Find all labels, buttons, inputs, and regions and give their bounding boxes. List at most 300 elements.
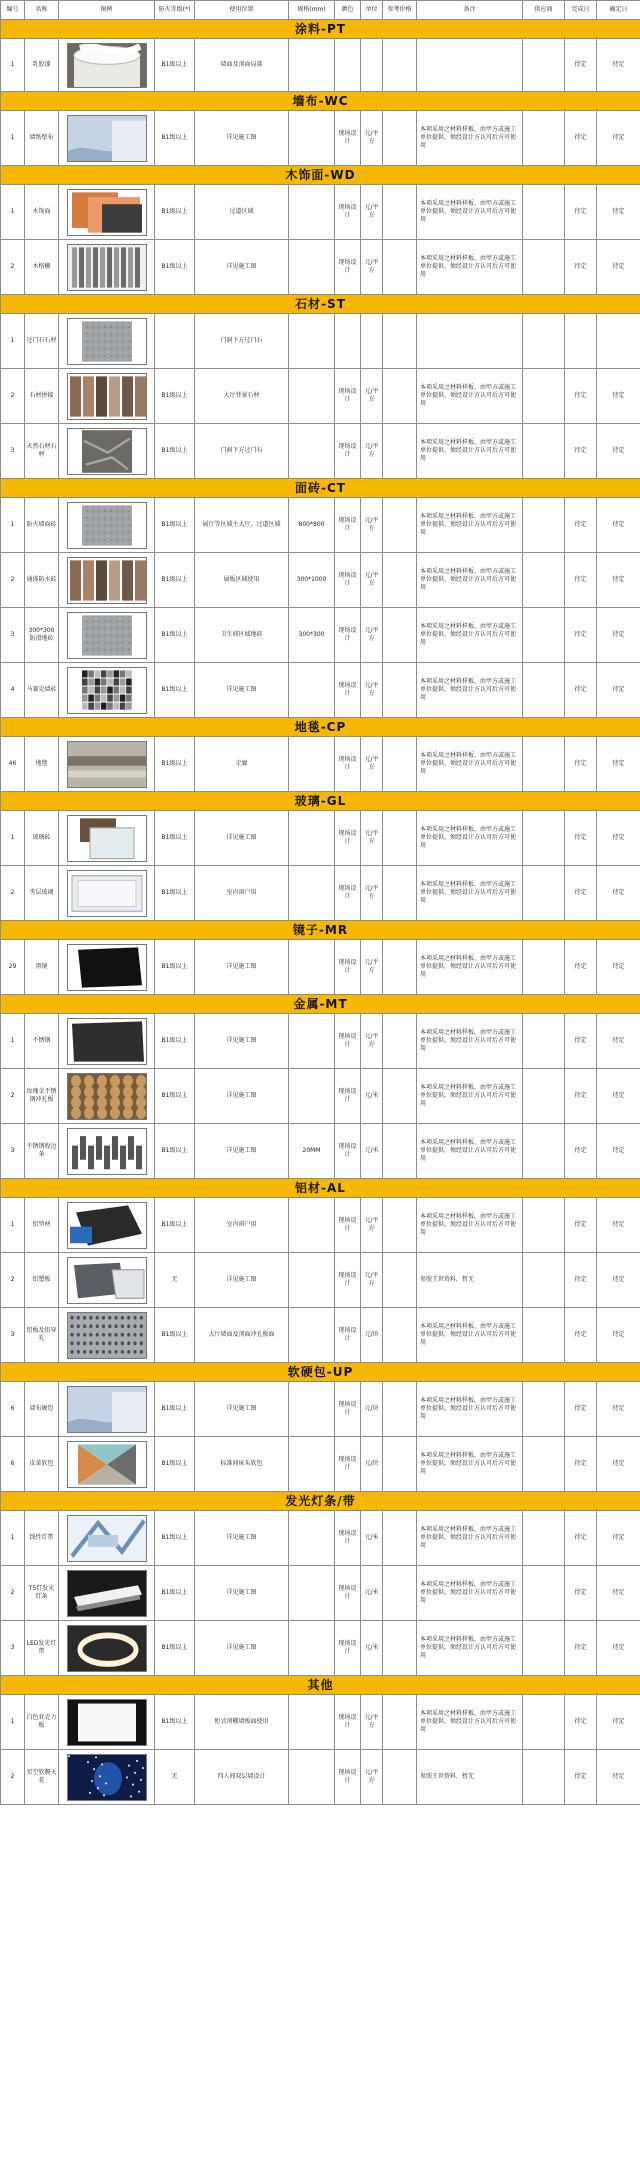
cell-id: 3 bbox=[1, 424, 25, 479]
cell-spec bbox=[289, 369, 335, 424]
section-title: 木饰面-WD bbox=[1, 166, 640, 185]
cell-unit bbox=[361, 314, 383, 369]
material-swatch-image bbox=[59, 498, 155, 553]
swatch-graphic bbox=[67, 1441, 147, 1488]
cell-unit: 元/平方 bbox=[361, 1750, 383, 1805]
material-swatch-image bbox=[59, 553, 155, 608]
cell-fire: B1级以上 bbox=[155, 553, 195, 608]
cell-price bbox=[383, 1124, 417, 1179]
table-row bbox=[1, 811, 640, 866]
column-header: 使用位置 bbox=[195, 1, 289, 20]
cell-id: 2 bbox=[1, 1566, 25, 1621]
cell-color: 现场设计 bbox=[335, 1621, 361, 1676]
cell-location: 门洞下方过门石 bbox=[195, 314, 289, 369]
cell-unit: 元/平方 bbox=[361, 498, 383, 553]
cell-location: 卫生间区域地砖 bbox=[195, 608, 289, 663]
table-row bbox=[1, 1511, 640, 1566]
material-swatch-image bbox=[59, 1124, 155, 1179]
cell-fire: B1级以上 bbox=[155, 940, 195, 995]
cell-fire: 无 bbox=[155, 1750, 195, 1805]
cell-date: 待定 bbox=[597, 1014, 640, 1069]
cell-color: 现场设计 bbox=[335, 1566, 361, 1621]
cell-price bbox=[383, 940, 417, 995]
cell-status: 待定 bbox=[565, 498, 597, 553]
cell-fire: B1级以上 bbox=[155, 1308, 195, 1363]
swatch-graphic bbox=[67, 944, 147, 991]
cell-status: 待定 bbox=[565, 1014, 597, 1069]
cell-fire: B1级以上 bbox=[155, 663, 195, 718]
cell-supplier bbox=[523, 1253, 565, 1308]
cell-price bbox=[383, 1437, 417, 1492]
section-header-mt bbox=[1, 995, 640, 1014]
material-swatch-image bbox=[59, 1382, 155, 1437]
cell-status: 待定 bbox=[565, 1382, 597, 1437]
cell-name: 黑镜 bbox=[25, 940, 59, 995]
cell-id: 2 bbox=[1, 1750, 25, 1805]
cell-location: 大厅墙面及顶面冲孔板面 bbox=[195, 1308, 289, 1363]
cell-color: 现场设计 bbox=[335, 424, 361, 479]
swatch-graphic bbox=[67, 244, 147, 291]
cell-id: 1 bbox=[1, 1511, 25, 1566]
cell-color: 现场设计 bbox=[335, 111, 361, 166]
cell-id: 3 bbox=[1, 1124, 25, 1179]
cell-name: 铝塑板 bbox=[25, 1253, 59, 1308]
material-swatch-image bbox=[59, 1566, 155, 1621]
swatch-graphic bbox=[67, 373, 147, 420]
cell-note: 参照王世资料，暂无 bbox=[417, 1253, 523, 1308]
material-swatch-image bbox=[59, 737, 155, 792]
cell-note bbox=[417, 314, 523, 369]
cell-status: 待定 bbox=[565, 1124, 597, 1179]
cell-spec bbox=[289, 663, 335, 718]
section-header-gl bbox=[1, 792, 640, 811]
cell-status: 待定 bbox=[565, 866, 597, 921]
column-header: 单位 bbox=[361, 1, 383, 20]
table-row bbox=[1, 111, 640, 166]
cell-color: 现场设计 bbox=[335, 1198, 361, 1253]
cell-price bbox=[383, 663, 417, 718]
material-swatch-image bbox=[59, 314, 155, 369]
material-swatch-image bbox=[59, 608, 155, 663]
cell-name: 地毯 bbox=[25, 737, 59, 792]
cell-date: 待定 bbox=[597, 1124, 640, 1179]
cell-date: 待定 bbox=[597, 811, 640, 866]
cell-date: 待定 bbox=[597, 553, 640, 608]
cell-spec bbox=[289, 1437, 335, 1492]
cell-status: 待定 bbox=[565, 1198, 597, 1253]
material-swatch-image bbox=[59, 663, 155, 718]
cell-fire: B1级以上 bbox=[155, 866, 195, 921]
cell-supplier bbox=[523, 1382, 565, 1437]
cell-location: 详见施工图 bbox=[195, 1382, 289, 1437]
cell-unit: 元/平方 bbox=[361, 553, 383, 608]
material-swatch-image bbox=[59, 240, 155, 295]
cell-supplier bbox=[523, 39, 565, 92]
section-header-other bbox=[1, 1676, 640, 1695]
cell-price bbox=[383, 811, 417, 866]
cell-color: 现场设计 bbox=[335, 1511, 361, 1566]
column-header: 编号 bbox=[1, 1, 25, 20]
cell-note: 本项采用之材料样板，由甲方或施工单位提供，须经设计方认可后方可使用 bbox=[417, 1621, 523, 1676]
cell-spec bbox=[289, 1069, 335, 1124]
cell-spec bbox=[289, 185, 335, 240]
cell-date: 待定 bbox=[597, 1253, 640, 1308]
cell-name: 天然石材石材 bbox=[25, 424, 59, 479]
cell-name: 夹层玻璃 bbox=[25, 866, 59, 921]
cell-id: 2 bbox=[1, 369, 25, 424]
cell-date: 待定 bbox=[597, 1511, 640, 1566]
cell-color: 现场设计 bbox=[335, 940, 361, 995]
section-title: 其他 bbox=[1, 1676, 640, 1695]
column-header: 图例 bbox=[59, 1, 155, 20]
cell-color bbox=[335, 314, 361, 369]
table-row bbox=[1, 39, 640, 92]
material-swatch-image bbox=[59, 39, 155, 92]
column-header: 规格(mm) bbox=[289, 1, 335, 20]
cell-supplier bbox=[523, 111, 565, 166]
cell-note: 本项采用之材料样板，由甲方或施工单位提供，须经设计方认可后方可使用 bbox=[417, 663, 523, 718]
cell-price bbox=[383, 866, 417, 921]
cell-price bbox=[383, 424, 417, 479]
cell-date: 待定 bbox=[597, 185, 640, 240]
cell-spec bbox=[289, 1695, 335, 1750]
cell-location: 详见施工图 bbox=[195, 240, 289, 295]
cell-date: 待定 bbox=[597, 737, 640, 792]
cell-fire: B1级以上 bbox=[155, 424, 195, 479]
cell-id: 2 bbox=[1, 1069, 25, 1124]
cell-price bbox=[383, 314, 417, 369]
cell-location: 四人间双层墙设计 bbox=[195, 1750, 289, 1805]
cell-supplier bbox=[523, 1069, 565, 1124]
cell-note: 本项采用之材料样板，由甲方或施工单位提供，须经设计方认可后方可使用 bbox=[417, 811, 523, 866]
cell-supplier bbox=[523, 1621, 565, 1676]
cell-note: 本项采用之材料样板，由甲方或施工单位提供，须经设计方认可后方可使用 bbox=[417, 940, 523, 995]
cell-price bbox=[383, 240, 417, 295]
cell-location: 室内窗户用 bbox=[195, 1198, 289, 1253]
cell-color: 现场设计 bbox=[335, 1695, 361, 1750]
cell-location: 走廊 bbox=[195, 737, 289, 792]
swatch-graphic bbox=[67, 667, 147, 714]
cell-fire: B1级以上 bbox=[155, 185, 195, 240]
cell-name: 300*300防滑地砖 bbox=[25, 608, 59, 663]
cell-spec: 300*1000 bbox=[289, 553, 335, 608]
cell-color bbox=[335, 39, 361, 92]
cell-name: 不锈钢 bbox=[25, 1014, 59, 1069]
cell-location: 展厅等区域主大厅，过道区域 bbox=[195, 498, 289, 553]
cell-location: 详见施工图 bbox=[195, 811, 289, 866]
swatch-graphic bbox=[67, 1754, 147, 1801]
cell-unit bbox=[361, 39, 383, 92]
cell-status: 待定 bbox=[565, 424, 597, 479]
cell-date: 待定 bbox=[597, 424, 640, 479]
table-row bbox=[1, 1014, 640, 1069]
column-header: 防火等级(*) bbox=[155, 1, 195, 20]
cell-location: 展板区域使用 bbox=[195, 553, 289, 608]
cell-spec: 20MM bbox=[289, 1124, 335, 1179]
cell-location: 详见施工图 bbox=[195, 111, 289, 166]
table-row bbox=[1, 1253, 640, 1308]
cell-spec bbox=[289, 737, 335, 792]
cell-id: 1 bbox=[1, 185, 25, 240]
cell-name: 石材拼接 bbox=[25, 369, 59, 424]
cell-id: 1 bbox=[1, 39, 25, 92]
cell-spec: 800*800 bbox=[289, 498, 335, 553]
cell-id: 2 bbox=[1, 553, 25, 608]
cell-fire: B1级以上 bbox=[155, 240, 195, 295]
table-row bbox=[1, 663, 640, 718]
cell-note: 本项采用之材料样板，由甲方或施工单位提供，须经设计方认可后方可使用 bbox=[417, 369, 523, 424]
section-header-mr bbox=[1, 921, 640, 940]
cell-unit: 元/米 bbox=[361, 1566, 383, 1621]
cell-note: 本项采用之材料样板，由甲方或施工单位提供，须经设计方认可后方可使用 bbox=[417, 608, 523, 663]
section-header-other bbox=[1, 1492, 640, 1511]
swatch-graphic bbox=[67, 612, 147, 659]
cell-price bbox=[383, 1511, 417, 1566]
cell-note: 本项采用之材料样板，由甲方或施工单位提供，须经设计方认可后方可使用 bbox=[417, 1124, 523, 1179]
cell-spec bbox=[289, 1750, 335, 1805]
cell-name: 玫瑰金不锈钢冲孔板 bbox=[25, 1069, 59, 1124]
cell-date: 待定 bbox=[597, 608, 640, 663]
swatch-graphic bbox=[67, 1625, 147, 1672]
header-row bbox=[1, 1, 640, 20]
cell-fire: B1级以上 bbox=[155, 1124, 195, 1179]
cell-supplier bbox=[523, 369, 565, 424]
cell-name: 木饰面 bbox=[25, 185, 59, 240]
table-row bbox=[1, 940, 640, 995]
section-title: 铝材-AL bbox=[1, 1179, 640, 1198]
cell-color: 现场设计 bbox=[335, 1308, 361, 1363]
cell-id: 3 bbox=[1, 1308, 25, 1363]
column-header: 名称 bbox=[25, 1, 59, 20]
cell-name: 墙纸壁布 bbox=[25, 111, 59, 166]
cell-name: T5灯发光灯条 bbox=[25, 1566, 59, 1621]
cell-date: 待定 bbox=[597, 1198, 640, 1253]
material-swatch-image bbox=[59, 866, 155, 921]
column-header: 参考价格 bbox=[383, 1, 417, 20]
cell-supplier bbox=[523, 1695, 565, 1750]
material-swatch-image bbox=[59, 1511, 155, 1566]
swatch-graphic bbox=[67, 815, 147, 862]
cell-name: 过门石石材 bbox=[25, 314, 59, 369]
cell-color: 现场设计 bbox=[335, 1124, 361, 1179]
cell-name: 防火墙面砖 bbox=[25, 498, 59, 553]
cell-note: 本项采用之材料样板，由甲方或施工单位提供，须经设计方认可后方可使用 bbox=[417, 1382, 523, 1437]
swatch-graphic bbox=[67, 1018, 147, 1065]
cell-id: 1 bbox=[1, 811, 25, 866]
cell-unit: 元/平方 bbox=[361, 185, 383, 240]
cell-unit: 元/平方 bbox=[361, 663, 383, 718]
section-header-pt bbox=[1, 20, 640, 39]
section-title: 面砖-CT bbox=[1, 479, 640, 498]
cell-id: 1 bbox=[1, 111, 25, 166]
table-row bbox=[1, 1566, 640, 1621]
material-swatch-image bbox=[59, 811, 155, 866]
cell-id: 1 bbox=[1, 1198, 25, 1253]
cell-status: 待定 bbox=[565, 1308, 597, 1363]
cell-id: 1 bbox=[1, 1695, 25, 1750]
section-header-up bbox=[1, 1363, 640, 1382]
column-header: 完成日 bbox=[565, 1, 597, 20]
section-header-st bbox=[1, 295, 640, 314]
cell-status: 待定 bbox=[565, 1253, 597, 1308]
cell-spec bbox=[289, 240, 335, 295]
cell-supplier bbox=[523, 940, 565, 995]
cell-note: 本项采用之材料样板，由甲方或施工单位提供，须经设计方认可后方可使用 bbox=[417, 1069, 523, 1124]
table-row bbox=[1, 1382, 640, 1437]
cell-unit: 元/块 bbox=[361, 1308, 383, 1363]
cell-status bbox=[565, 314, 597, 369]
material-swatch-image bbox=[59, 185, 155, 240]
material-swatch-image bbox=[59, 1014, 155, 1069]
cell-spec bbox=[289, 1382, 335, 1437]
cell-id: 6 bbox=[1, 1382, 25, 1437]
cell-unit: 元/平方 bbox=[361, 424, 383, 479]
cell-location: 门洞下方过门石 bbox=[195, 424, 289, 479]
cell-color: 现场设计 bbox=[335, 1253, 361, 1308]
cell-note: 本项采用之材料样板，由甲方或施工单位提供，须经设计方认可后方可使用 bbox=[417, 1511, 523, 1566]
cell-name: 铝板及铝穿孔 bbox=[25, 1308, 59, 1363]
cell-date: 待定 bbox=[597, 1621, 640, 1676]
table-row bbox=[1, 240, 640, 295]
table-row bbox=[1, 424, 640, 479]
cell-fire: B1级以上 bbox=[155, 1437, 195, 1492]
cell-note: 本项采用之材料样板，由甲方或施工单位提供，须经设计方认可后方可使用 bbox=[417, 866, 523, 921]
cell-supplier bbox=[523, 185, 565, 240]
cell-color: 现场设计 bbox=[335, 369, 361, 424]
table-row bbox=[1, 1621, 640, 1676]
swatch-graphic bbox=[67, 43, 147, 88]
cell-unit: 元/平方 bbox=[361, 737, 383, 792]
table-row bbox=[1, 1437, 640, 1492]
cell-unit: 元/平方 bbox=[361, 240, 383, 295]
cell-fire: B1级以上 bbox=[155, 1621, 195, 1676]
section-header-al bbox=[1, 1179, 640, 1198]
cell-status: 待定 bbox=[565, 369, 597, 424]
cell-note: 本项采用之材料样板，由甲方或施工单位提供，须经设计方认可后方可使用 bbox=[417, 1437, 523, 1492]
cell-status: 待定 bbox=[565, 1511, 597, 1566]
table-row bbox=[1, 1069, 640, 1124]
cell-note: 本项采用之材料样板，由甲方或施工单位提供，须经设计方认可后方可使用 bbox=[417, 1695, 523, 1750]
cell-unit: 元/平方 bbox=[361, 1253, 383, 1308]
cell-location: 详见施工图 bbox=[195, 1014, 289, 1069]
cell-price bbox=[383, 1382, 417, 1437]
swatch-graphic bbox=[67, 1202, 147, 1249]
material-swatch-image bbox=[59, 1750, 155, 1805]
cell-date: 待定 bbox=[597, 1750, 640, 1805]
table-row bbox=[1, 369, 640, 424]
cell-unit: 元/平方 bbox=[361, 608, 383, 663]
cell-id: 46 bbox=[1, 737, 25, 792]
cell-price bbox=[383, 1695, 417, 1750]
cell-unit: 元/平方 bbox=[361, 1198, 383, 1253]
material-swatch-image bbox=[59, 369, 155, 424]
cell-spec bbox=[289, 1566, 335, 1621]
material-swatch-image bbox=[59, 1621, 155, 1676]
cell-status: 待定 bbox=[565, 111, 597, 166]
section-header-wc bbox=[1, 92, 640, 111]
table-row bbox=[1, 314, 640, 369]
cell-status: 待定 bbox=[565, 940, 597, 995]
cell-status: 待定 bbox=[565, 1437, 597, 1492]
cell-spec bbox=[289, 1198, 335, 1253]
cell-date: 待定 bbox=[597, 940, 640, 995]
cell-fire: B1级以上 bbox=[155, 737, 195, 792]
cell-name: 星空软膜天花 bbox=[25, 1750, 59, 1805]
cell-id: 1 bbox=[1, 1014, 25, 1069]
cell-id: 1 bbox=[1, 498, 25, 553]
cell-date: 待定 bbox=[597, 1069, 640, 1124]
cell-unit: 元/米 bbox=[361, 1621, 383, 1676]
cell-fire: B1级以上 bbox=[155, 1198, 195, 1253]
cell-color: 现场设计 bbox=[335, 811, 361, 866]
swatch-graphic bbox=[67, 1570, 147, 1617]
cell-supplier bbox=[523, 866, 565, 921]
cell-id: 2 bbox=[1, 240, 25, 295]
cell-color: 现场设计 bbox=[335, 1382, 361, 1437]
column-header: 备注 bbox=[417, 1, 523, 20]
cell-unit: 元/平方 bbox=[361, 1014, 383, 1069]
cell-fire: B1级以上 bbox=[155, 1382, 195, 1437]
cell-id: 2 bbox=[1, 866, 25, 921]
cell-name: 乳胶漆 bbox=[25, 39, 59, 92]
cell-location: 详见施工图 bbox=[195, 1124, 289, 1179]
cell-price bbox=[383, 553, 417, 608]
cell-id: 4 bbox=[1, 663, 25, 718]
section-title: 发光灯条/带 bbox=[1, 1492, 640, 1511]
section-header-wd bbox=[1, 166, 640, 185]
cell-location: 过道区域 bbox=[195, 185, 289, 240]
cell-spec bbox=[289, 314, 335, 369]
cell-fire: B1级以上 bbox=[155, 811, 195, 866]
column-header: 确定日 bbox=[597, 1, 640, 20]
table-row bbox=[1, 737, 640, 792]
cell-supplier bbox=[523, 1437, 565, 1492]
cell-location: 详见施工图 bbox=[195, 663, 289, 718]
cell-unit: 元/米 bbox=[361, 1511, 383, 1566]
material-swatch-image bbox=[59, 1198, 155, 1253]
table-row bbox=[1, 1695, 640, 1750]
cell-fire bbox=[155, 314, 195, 369]
swatch-graphic bbox=[67, 1128, 147, 1175]
cell-id: 29 bbox=[1, 940, 25, 995]
cell-price bbox=[383, 1750, 417, 1805]
cell-supplier bbox=[523, 811, 565, 866]
cell-id: 3 bbox=[1, 1621, 25, 1676]
material-swatch-image bbox=[59, 1437, 155, 1492]
cell-unit: 元/平方 bbox=[361, 111, 383, 166]
cell-note: 本项采用之材料样板，由甲方或施工单位提供，须经设计方认可后方可使用 bbox=[417, 1566, 523, 1621]
cell-date: 待定 bbox=[597, 111, 640, 166]
cell-id: 3 bbox=[1, 608, 25, 663]
cell-status: 待定 bbox=[565, 1621, 597, 1676]
cell-price bbox=[383, 1566, 417, 1621]
cell-color: 现场设计 bbox=[335, 1437, 361, 1492]
cell-status: 待定 bbox=[565, 608, 597, 663]
cell-price bbox=[383, 737, 417, 792]
cell-spec bbox=[289, 1014, 335, 1069]
cell-spec bbox=[289, 811, 335, 866]
cell-status: 待定 bbox=[565, 553, 597, 608]
cell-color: 现场设计 bbox=[335, 663, 361, 718]
swatch-graphic bbox=[67, 428, 147, 475]
cell-price bbox=[383, 498, 417, 553]
cell-price bbox=[383, 1308, 417, 1363]
cell-location: 柜式顶棚墙板面使用 bbox=[195, 1695, 289, 1750]
cell-name: 白色亚克力板 bbox=[25, 1695, 59, 1750]
cell-spec bbox=[289, 940, 335, 995]
cell-location: 详见施工图 bbox=[195, 1511, 289, 1566]
cell-date: 待定 bbox=[597, 1437, 640, 1492]
